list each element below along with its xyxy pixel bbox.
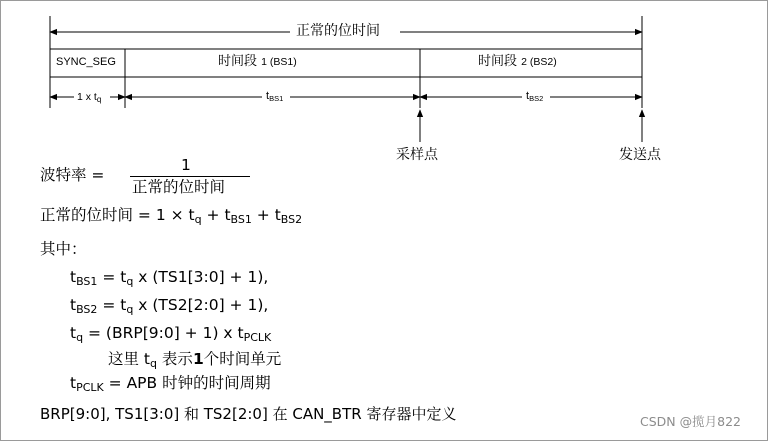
register-footer: BRP[9:0], TS1[3:0] 和 TS2[2:0] 在 CAN_BTR 寄存器中定义 [40, 405, 457, 423]
sync-duration-label: 1 x $t_q$ [77, 91, 102, 104]
where-label: 其中： [40, 240, 87, 258]
sample-point-label: 采样点 [396, 147, 438, 163]
tbs1-formula: $t_{BS1} = t_q$ x (TS1[3:0] + 1), [70, 268, 269, 288]
sync-seg-label: SYNC_SEG [56, 56, 116, 68]
fraction-bar [130, 176, 250, 177]
watermark: CSDN @揽月822 [640, 414, 741, 429]
tq-note: 这里 $t_q$ 表示1个时间单元 [108, 350, 282, 370]
transmit-point-label: 发送点 [619, 147, 661, 163]
bs2-duration-label: $t_{BS2}$ [526, 90, 544, 103]
bs2-segment-label: 时间段 2 (BS2) [478, 54, 557, 69]
baud-numerator: 1 [181, 156, 191, 174]
tpclk-formula: $t_{PCLK}$ = APB 时钟的时间周期 [70, 374, 271, 394]
bit-time-formula: 正常的位时间 = $1 \times t_q + t_{BS1} + t_{BS2}$ [40, 206, 303, 226]
bit-time-label: 正常的位时间 [296, 23, 380, 39]
tq-formula: $t_q$ = (BRP[9:0] + 1) x $t_{PCLK}$ [70, 324, 272, 344]
tbs2-formula: $t_{BS2} = t_q$ x (TS2[2:0] + 1), [70, 296, 269, 316]
baud-denominator: 正常的位时间 [132, 178, 226, 196]
baud-rate-label: 波特率 = [40, 166, 105, 184]
bs1-duration-label: $t_{BS1}$ [266, 90, 284, 103]
bs1-segment-label: 时间段 1 (BS1) [218, 54, 297, 69]
